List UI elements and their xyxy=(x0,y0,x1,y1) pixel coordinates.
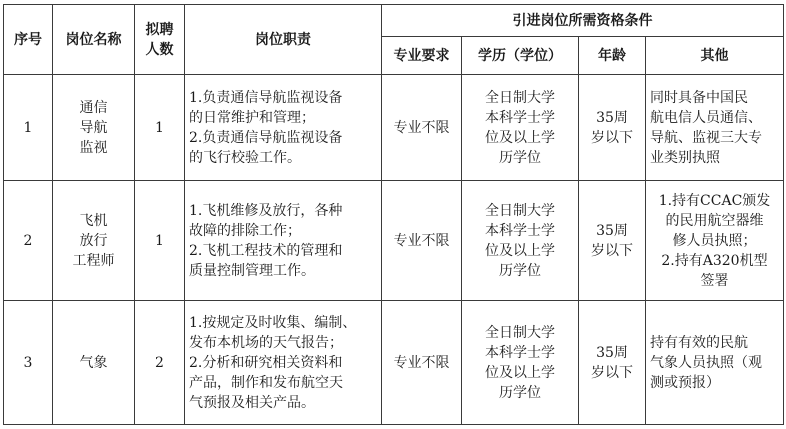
duty-line: 1.飞机维修及放行，各种 xyxy=(189,202,343,219)
other-line: 航电信人员通信、 xyxy=(650,109,762,126)
row-major: 专业不限 xyxy=(382,75,462,181)
row-duties xyxy=(185,181,382,301)
row-education xyxy=(462,75,579,181)
row-position xyxy=(53,301,135,425)
other-line: 业类别执照 xyxy=(650,149,720,166)
duty-line: 1.负责通信导航监视设备 xyxy=(189,89,343,106)
other-line: 修人员执照； xyxy=(672,232,757,249)
row-duties xyxy=(185,75,382,181)
education-line: 历学位 xyxy=(499,149,541,166)
header-education: 学历（学位） xyxy=(462,37,579,75)
duty-line: 气预报及相关产品。 xyxy=(189,394,315,411)
row-other xyxy=(646,181,784,301)
header-planned-line: 人数 xyxy=(145,41,174,58)
row-other xyxy=(646,301,784,425)
table-row xyxy=(4,301,784,425)
age-line: 35周 xyxy=(596,109,628,126)
header-planned-line: 拟聘 xyxy=(145,21,174,38)
education-line: 本科学士学 xyxy=(485,222,555,239)
duty-line: 故障的排除工作； xyxy=(189,222,301,239)
row-age xyxy=(579,75,646,181)
age-line: 岁以下 xyxy=(591,364,633,381)
header-no: 序号 xyxy=(4,5,53,75)
education-line: 本科学士学 xyxy=(485,344,555,361)
position-line: 飞机 xyxy=(79,212,108,229)
header-requirements: 引进岗位所需资格条件 xyxy=(382,5,784,37)
other-line: 的民用航空器维 xyxy=(665,212,764,229)
header-planned-count xyxy=(135,5,185,75)
row-other xyxy=(646,75,784,181)
position-line: 工程师 xyxy=(72,252,115,269)
other-line: 签署 xyxy=(700,272,729,289)
other-line: 1.持有CCAC颁发 xyxy=(658,192,771,209)
position-line: 监视 xyxy=(79,139,108,156)
duty-line: 发布本机场的天气报告； xyxy=(189,334,343,351)
age-line: 35周 xyxy=(596,344,628,361)
duty-line: 的日常维护和管理； xyxy=(189,109,315,126)
education-line: 全日制大学 xyxy=(485,202,555,219)
education-line: 全日制大学 xyxy=(485,89,555,106)
duty-line: 质量控制管理工作。 xyxy=(189,262,315,279)
row-education xyxy=(462,301,579,425)
age-line: 35周 xyxy=(596,222,628,239)
other-line: 测或预报） xyxy=(650,374,720,391)
row-count: 1 xyxy=(135,181,185,301)
row-duties xyxy=(185,301,382,425)
duty-line: 2.分析和研究相关资料和 xyxy=(189,354,343,371)
education-line: 位及以上学 xyxy=(485,242,555,259)
header-major: 专业要求 xyxy=(382,37,462,75)
education-line: 本科学士学 xyxy=(485,109,555,126)
other-line: 导航、监视三大专 xyxy=(650,129,762,146)
header-other: 其他 xyxy=(646,37,784,75)
row-major: 专业不限 xyxy=(382,301,462,425)
row-age xyxy=(579,301,646,425)
row-no: 3 xyxy=(4,301,53,425)
row-age xyxy=(579,181,646,301)
age-line: 岁以下 xyxy=(591,129,633,146)
row-no: 1 xyxy=(4,75,53,181)
row-count: 2 xyxy=(135,301,185,425)
row-no: 2 xyxy=(4,181,53,301)
header-duties: 岗位职责 xyxy=(185,5,382,75)
age-line: 岁以下 xyxy=(591,242,633,259)
other-line: 同时具备中国民 xyxy=(650,89,748,106)
duty-line: 2.负责通信导航监视设备 xyxy=(189,129,343,146)
duty-line: 产品，制作和发布航空天 xyxy=(189,374,343,391)
duty-line: 2.飞机工程技术的管理和 xyxy=(189,242,343,259)
position-line: 导航 xyxy=(79,119,108,136)
table-row xyxy=(4,181,784,301)
recruitment-table xyxy=(3,4,784,425)
header-position: 岗位名称 xyxy=(53,5,135,75)
education-line: 历学位 xyxy=(499,384,541,401)
other-line: 2.持有A320机型 xyxy=(661,252,768,269)
position-line: 通信 xyxy=(79,99,108,116)
position-line: 气象 xyxy=(79,354,108,371)
education-line: 位及以上学 xyxy=(485,364,555,381)
duty-line: 1.按规定及时收集、编制、 xyxy=(189,314,357,331)
other-line: 气象人员执照（观 xyxy=(650,354,762,371)
row-position xyxy=(53,181,135,301)
education-line: 历学位 xyxy=(499,262,541,279)
education-line: 位及以上学 xyxy=(485,129,555,146)
header-age: 年龄 xyxy=(579,37,646,75)
table-row xyxy=(4,75,784,181)
position-line: 放行 xyxy=(79,232,108,249)
row-position xyxy=(53,75,135,181)
row-count: 1 xyxy=(135,75,185,181)
education-line: 全日制大学 xyxy=(485,324,555,341)
duty-line: 的飞行校验工作。 xyxy=(189,149,301,166)
other-line: 持有有效的民航 xyxy=(650,334,748,351)
row-major: 专业不限 xyxy=(382,181,462,301)
row-education xyxy=(462,181,579,301)
